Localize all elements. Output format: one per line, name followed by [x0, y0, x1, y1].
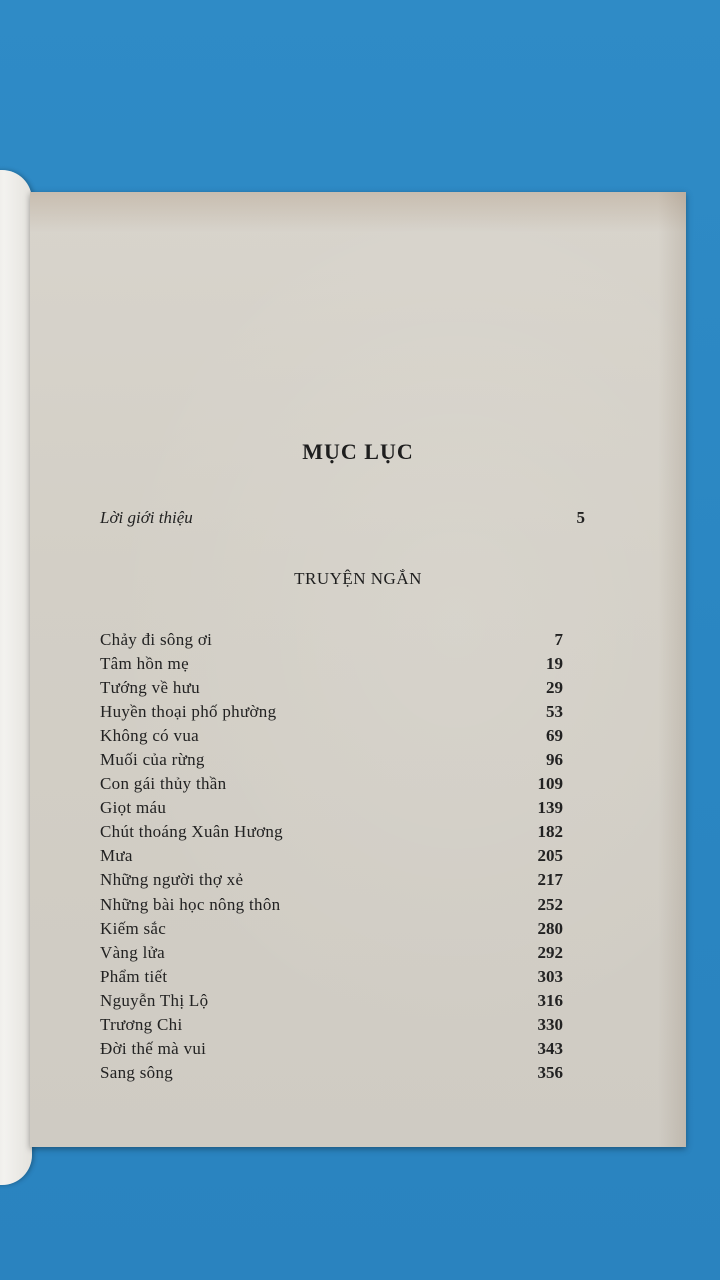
toc-entry	[100, 796, 563, 820]
toc-entry-page: 19	[546, 654, 563, 674]
toc-entry-page: 303	[537, 966, 563, 986]
toc-entry	[100, 941, 563, 965]
toc-entry-page: 217	[537, 870, 563, 890]
toc-entry-page: 343	[537, 1038, 563, 1058]
toc-entry	[100, 724, 563, 748]
toc-entry-page: 280	[537, 918, 563, 938]
toc-entry-title: Tướng về hưu	[100, 678, 200, 698]
toc-entry-title: Không có vua	[100, 726, 199, 746]
toc-entry-title: Tâm hồn mẹ	[100, 654, 189, 674]
toc-entry	[100, 652, 563, 676]
toc-entry-page: 182	[537, 822, 563, 842]
toc-entry	[100, 676, 563, 700]
toc-entry-title: Huyền thoại phố phường	[100, 702, 277, 722]
toc-entry-title: Chút thoáng Xuân Hương	[100, 822, 283, 842]
toc-entry-title: Đời thế mà vui	[100, 1038, 207, 1058]
toc-entry-page: 96	[546, 750, 563, 770]
section-heading: TRUYỆN NGẮN	[294, 569, 422, 588]
toc-entry-page: 356	[537, 1062, 563, 1082]
toc-entry-page: 7	[554, 630, 563, 649]
toc-entry-title: Vàng lửa	[100, 942, 165, 962]
toc-entry	[100, 772, 563, 796]
toc-entry	[100, 868, 563, 892]
toc-entry	[100, 893, 563, 917]
book-spine	[0, 170, 32, 1185]
toc-entry-title: Chảy đi sông ơi	[100, 630, 213, 649]
toc-entry-title: Phẩm tiết	[100, 966, 168, 986]
toc-entry-page: 252	[537, 894, 563, 914]
page-title: MỤC LỤC	[302, 439, 414, 464]
toc-entry-title: Kiếm sắc	[100, 918, 167, 938]
toc-entry-page: 69	[546, 726, 563, 746]
intro-label: Lời giới thiệu	[100, 508, 193, 527]
toc-entry-page: 330	[537, 1014, 563, 1034]
toc-entry-page: 109	[537, 774, 563, 794]
toc-entry	[100, 917, 563, 941]
toc-entry-page: 292	[537, 942, 563, 962]
toc-entry	[100, 1061, 563, 1085]
toc-list	[100, 628, 563, 1085]
toc-entry	[100, 748, 563, 772]
toc-entry-title: Những người thợ xẻ	[100, 870, 244, 890]
toc-entry	[100, 989, 563, 1013]
toc-entry-page: 53	[546, 702, 563, 722]
toc-entry-page: 29	[546, 678, 563, 698]
toc-entry	[100, 844, 563, 868]
toc-entry-page: 139	[537, 798, 563, 818]
intro-page-number: 5	[576, 508, 585, 527]
intro-entry	[100, 508, 585, 532]
toc-entry-title: Muối của rừng	[100, 750, 205, 770]
toc-entry	[100, 628, 563, 652]
toc-entry-title: Những bài học nông thôn	[100, 894, 281, 914]
toc-entry-title: Giọt máu	[100, 798, 167, 818]
toc-entry-title: Trương Chi	[100, 1014, 183, 1034]
book-page	[30, 192, 686, 1147]
toc-entry	[100, 700, 563, 724]
toc-entry-page: 316	[537, 990, 563, 1010]
toc-entry	[100, 1037, 563, 1061]
toc-entry-title: Nguyễn Thị Lộ	[100, 990, 209, 1010]
toc-entry-page: 205	[537, 846, 563, 866]
toc-entry-title: Con gái thủy thần	[100, 774, 227, 794]
toc-entry	[100, 965, 563, 989]
toc-entry	[100, 1013, 563, 1037]
toc-entry-title: Sang sông	[100, 1062, 174, 1082]
toc-entry	[100, 820, 563, 844]
toc-entry-title: Mưa	[100, 846, 133, 866]
